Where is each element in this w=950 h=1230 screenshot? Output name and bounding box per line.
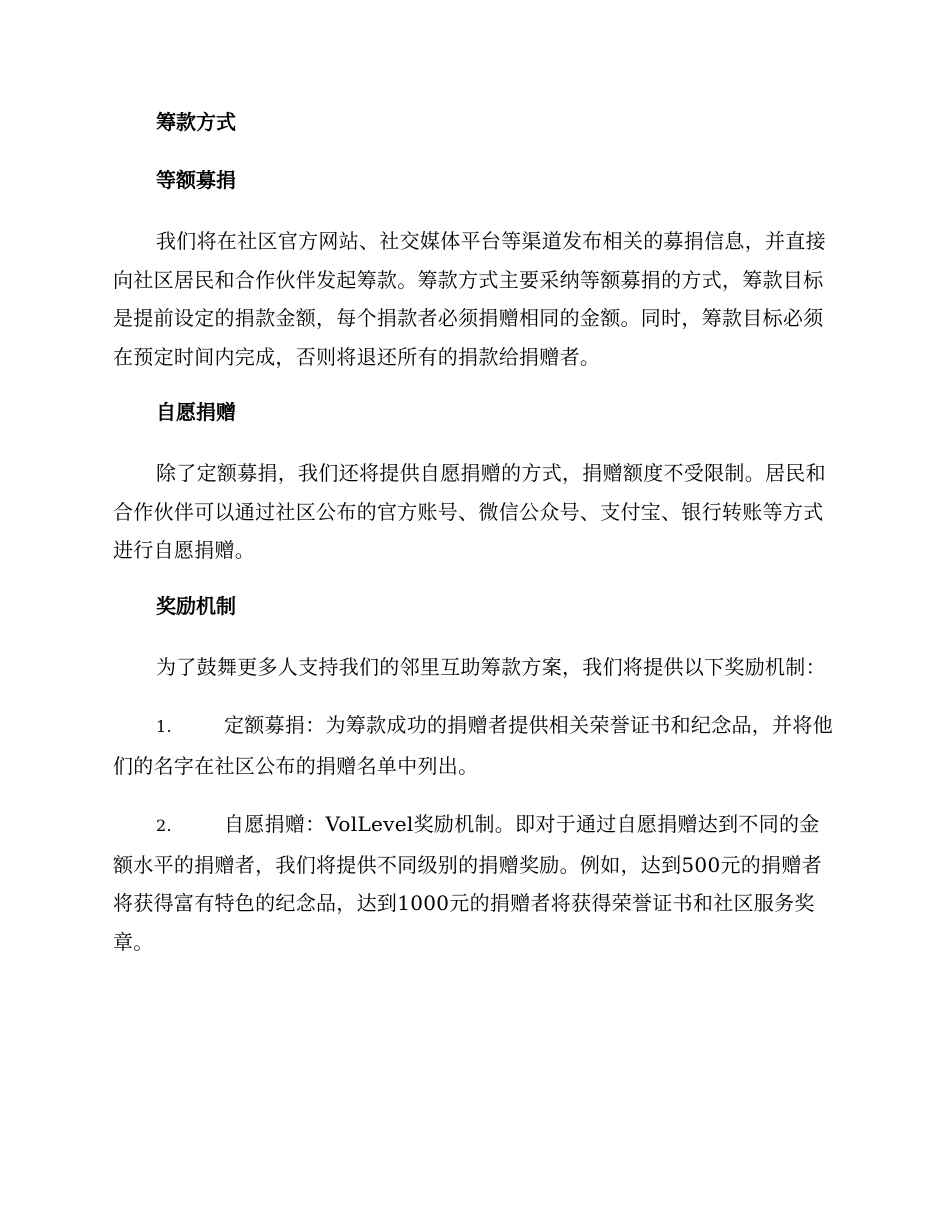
paragraph-reward-intro: 为了鼓舞更多人支持我们的邻里互助筹款方案，我们将提供以下奖励机制： [156, 654, 826, 679]
section-heading-fundraising-methods: 筹款方式 [156, 110, 236, 134]
section-heading-voluntary-donation: 自愿捐赠 [156, 400, 236, 424]
list-item [113, 805, 837, 961]
list-item-number: 1. [156, 717, 172, 736]
list-item-text: 自愿捐赠：VolLevel奖励机制。即对于通过自愿捐赠达到不同的金额水平的捐赠者，我们将提供不同级别的捐赠奖励。例如，达到500元的捐赠者将获得富有特色的纪念品，达到1000元的捐赠者将获得荣誉证书和社区服务奖章。 [113, 812, 822, 954]
section-heading-reward-mechanism: 奖励机制 [156, 593, 236, 618]
list-item [113, 706, 837, 785]
paragraph-voluntary-donation: 除了定额募捐，我们还将提供自愿捐赠的方式，捐赠额度不受限制。居民和合作伙伴可以通过社区公布的官方账号、微信公众号、支付宝、银行转账等方式进行自愿捐赠。 [113, 461, 826, 562]
list-item-text: 定额募捐：为筹款成功的捐赠者提供相关荣誉证书和纪念品，并将他们的名字在社区公布的捐赠名单中列出。 [113, 713, 833, 778]
list-item-number: 2. [156, 816, 172, 835]
document-page [113, 106, 837, 981]
section-heading-equal-donation: 等额募捐 [156, 168, 236, 192]
paragraph-equal-donation: 我们将在社区官方网站、社交媒体平台等渠道发布相关的募捐信息，并直接向社区居民和合作伙伴发起筹款。筹款方式主要采纳等额募捐的方式，筹款目标是提前设定的捐款金额，每个捐款者必须捐赠相同的金额。同时，筹款目标必须在预定时间内完成，否则将退还所有的捐款给捐赠者。 [113, 229, 826, 369]
